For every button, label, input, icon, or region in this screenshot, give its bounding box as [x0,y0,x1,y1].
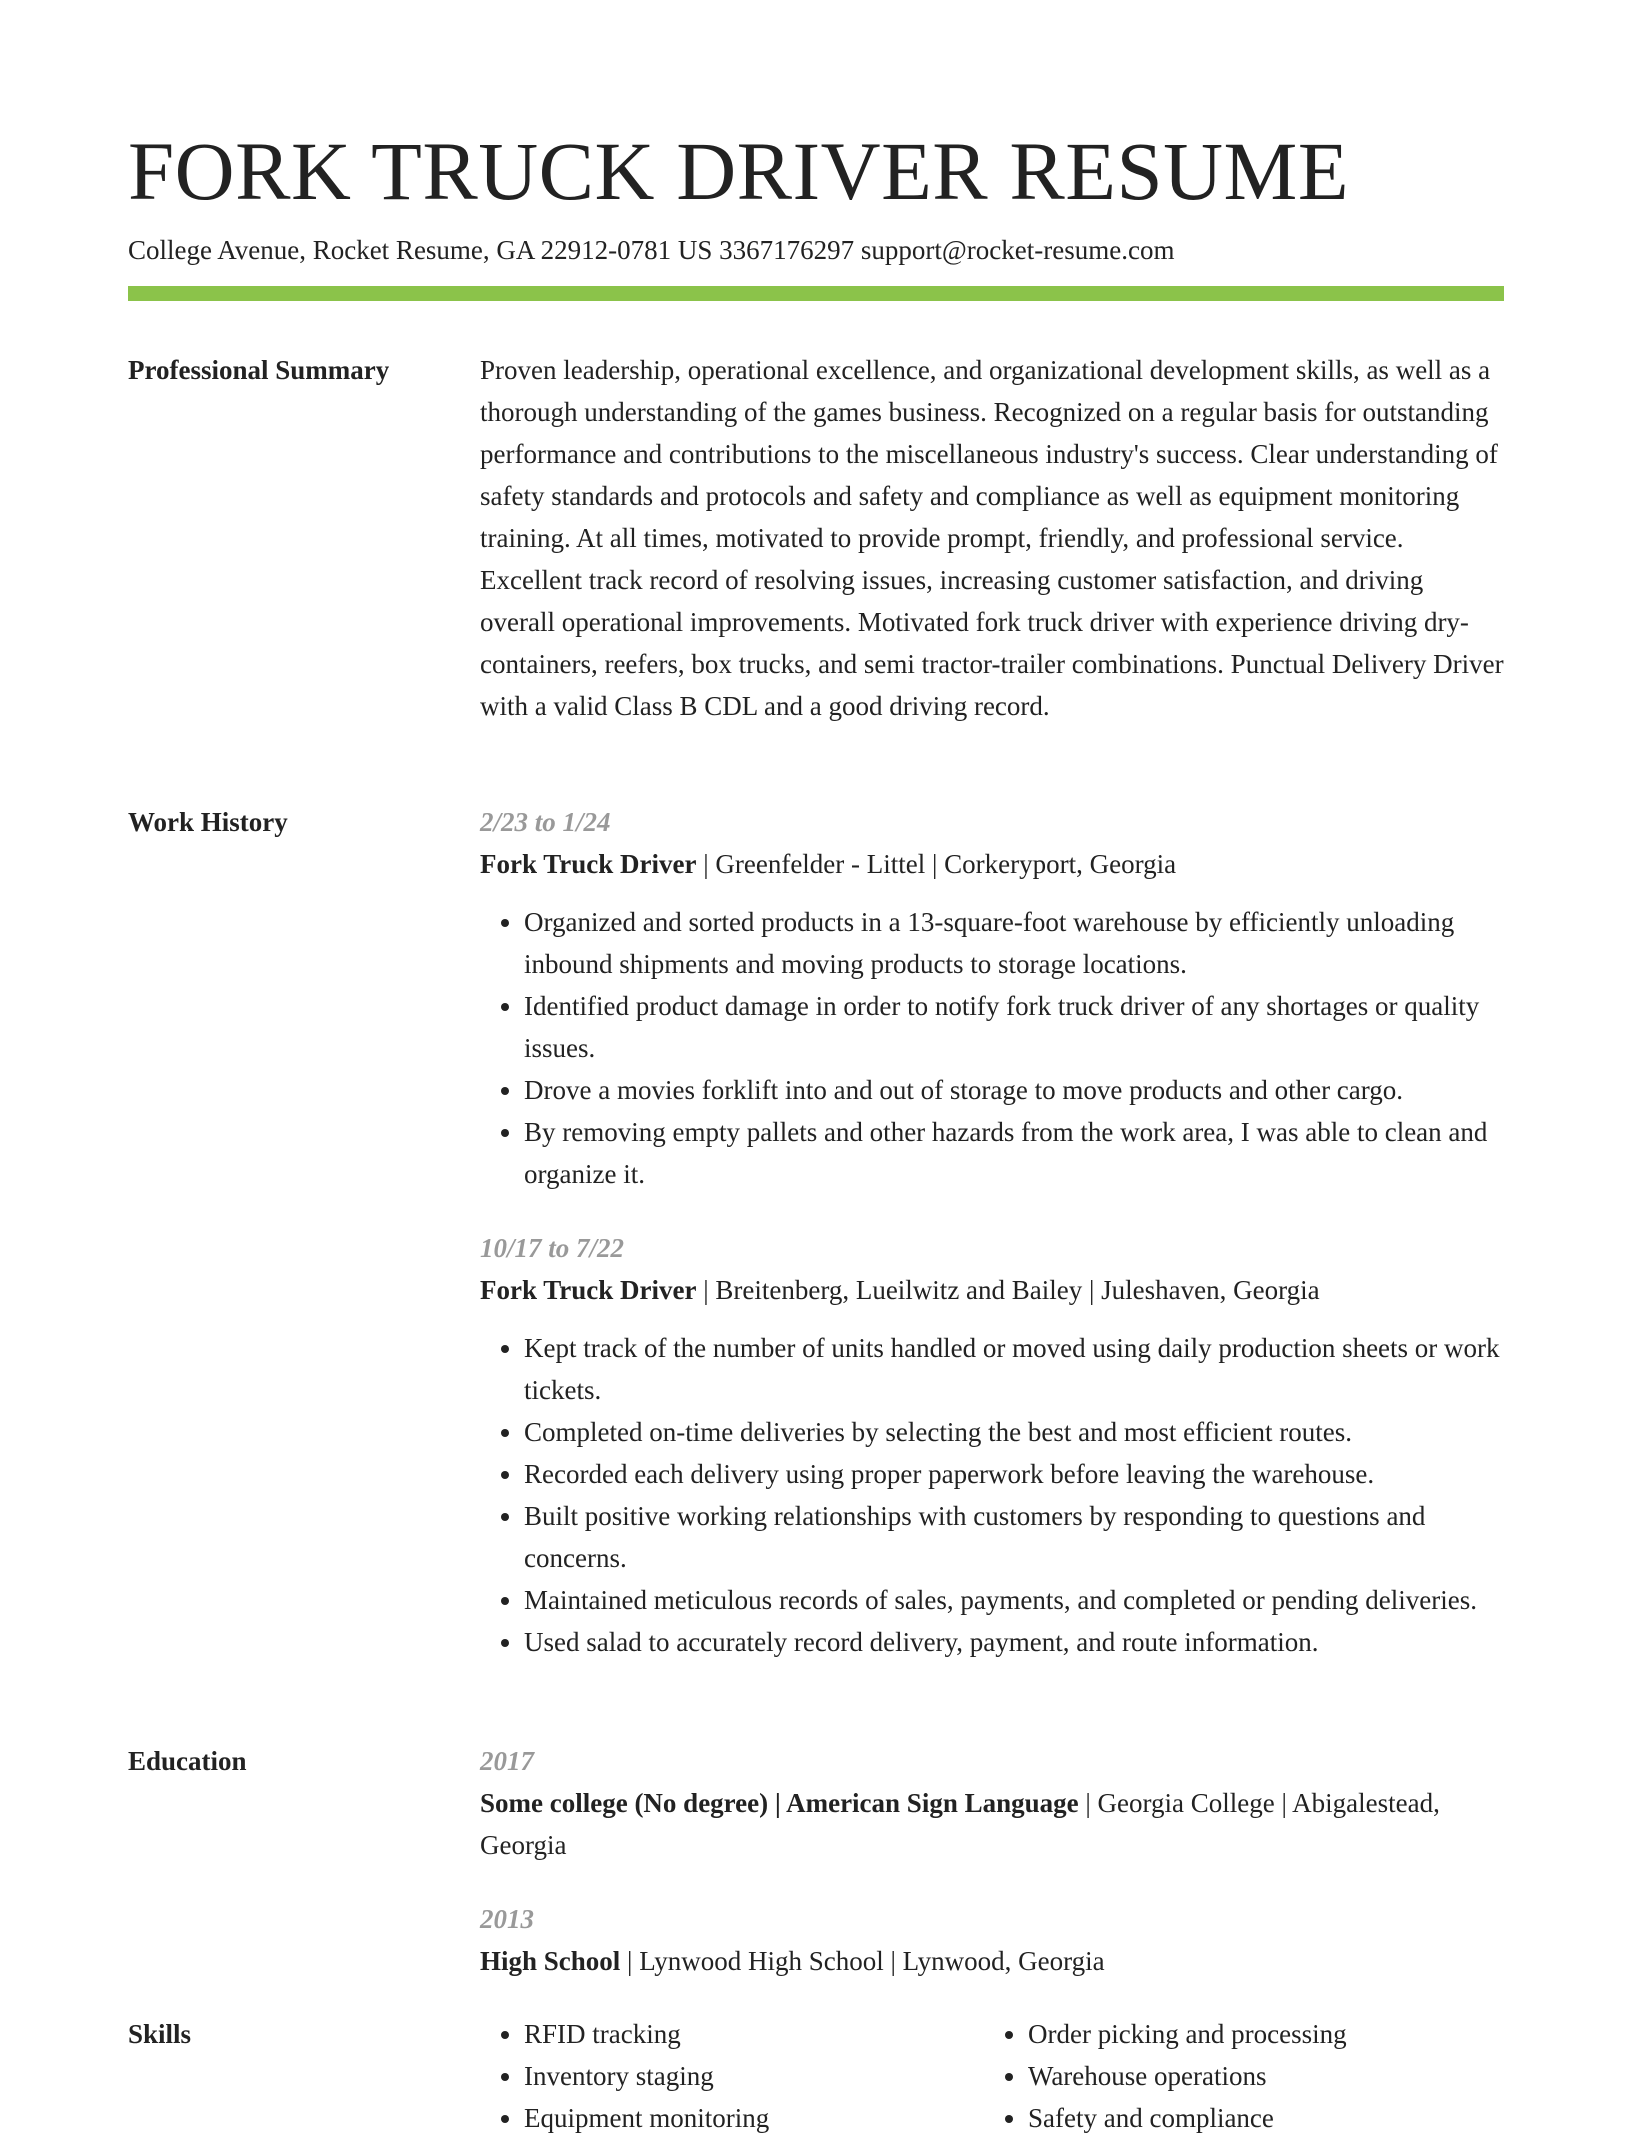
job-bullet: • Recorded each delivery using proper paperwork before leaving the warehouse. [524,1453,1504,1495]
job-bullet: • Identified product damage in order to notify fork truck driver of any shortages or quality issues. [524,985,1504,1069]
skill-item: • Warehouse operations [1028,2055,1488,2097]
job-employer-location: | Greenfelder - Littel | Corkeryport, Georgia [696,849,1177,879]
work-history-label: Work History [128,807,288,837]
summary-label: Professional Summary [128,355,390,385]
skill-item: • Safety and compliance [1028,2097,1488,2139]
job-entry [480,801,1504,1195]
education-year: 2013 [480,1904,534,1934]
job-bullet: • Used salad to accurately record delivery, payment, and route information. [524,1621,1504,1663]
job-heading [480,1269,1504,1311]
job-bullet: • Completed on-time deliveries by selecting the best and most efficient routes. [524,1411,1504,1453]
education-section [480,1740,1504,1982]
job-bullet: • Built positive working relationships with customers by responding to questions and concerns. [524,1495,1504,1579]
skill-item: • Equipment monitoring [524,2097,984,2139]
job-dates: 10/17 to 7/22 [480,1233,625,1263]
job-bullet: • By removing empty pallets and other hazards from the work area, I was able to clean and organize it. [524,1111,1504,1195]
job-heading [480,843,1504,885]
education-school-location: | Lynwood High School | Lynwood, Georgia [620,1946,1105,1976]
education-school-location: | Georgia College | Abigalestead, Georgia [480,1788,1440,1860]
job-bullets [480,901,1504,1195]
job-entry [480,1227,1504,1663]
job-dates: 2/23 to 1/24 [480,807,611,837]
job-bullet: • Maintained meticulous records of sales, payments, and completed or pending deliveries. [524,1579,1504,1621]
job-title: Fork Truck Driver [480,1275,697,1305]
skills-label: Skills [128,2019,192,2049]
education-entry [480,1898,1504,1982]
skill-item: • RFID tracking [524,2013,984,2055]
job-title: Fork Truck Driver [480,849,697,879]
resume-title: FORK TRUCK DRIVER RESUME [128,125,1350,217]
skill-item: • Order picking and processing [1028,2013,1488,2055]
skills-section [480,2013,1504,2139]
education-heading [480,1940,1504,1982]
summary-section [480,349,1504,727]
summary-text: Proven leadership, operational excellence, and organizational development skills, as well as a thorough understanding of the games business. Recognized on a regular basis for outstanding performance and contributions to the miscellaneous industry's success. Clear understanding of safety standards and protocols and safety and compliance as well as equipment monitoring training. At all times, motivated to provide prompt, friendly, and professional service. Excellent track record of resolving issues, increasing customer satisfaction, and driving overall operational improvements. Motivated fork truck driver with experience driving dry-containers, reefers, box trucks, and semi tractor-trailer combinations. Punctual Delivery Driver with a valid Class B CDL and a good driving record. [480,355,1504,721]
education-heading [480,1782,1504,1866]
education-label: Education [128,1746,247,1776]
education-degree: Some college (No degree) | American Sign Language [480,1788,1079,1818]
skill-item: • Inventory staging [524,2055,984,2097]
job-bullet: • Organized and sorted products in a 13-square-foot warehouse by efficiently unloading inbound shipments and moving products to storage locations. [524,901,1504,985]
skills-grid [480,2013,1504,2139]
contact-line: College Avenue, Rocket Resume, GA 22912-0781 US 3367176297 support@rocket-resume.com [128,235,1175,265]
job-bullet: • Kept track of the number of units handled or moved using daily production sheets or work tickets. [524,1327,1504,1411]
education-entry [480,1740,1504,1866]
skills-column-right [984,2013,1488,2139]
education-degree: High School [480,1946,621,1976]
education-year: 2017 [480,1746,534,1776]
job-bullets [480,1327,1504,1663]
job-employer-location: | Breitenberg, Lueilwitz and Bailey | Juleshaven, Georgia [696,1275,1320,1305]
job-bullet: • Drove a movies forklift into and out of storage to move products and other cargo. [524,1069,1504,1111]
skills-column-left [480,2013,984,2139]
header-divider [128,286,1504,301]
work-history-section [480,801,1504,1663]
